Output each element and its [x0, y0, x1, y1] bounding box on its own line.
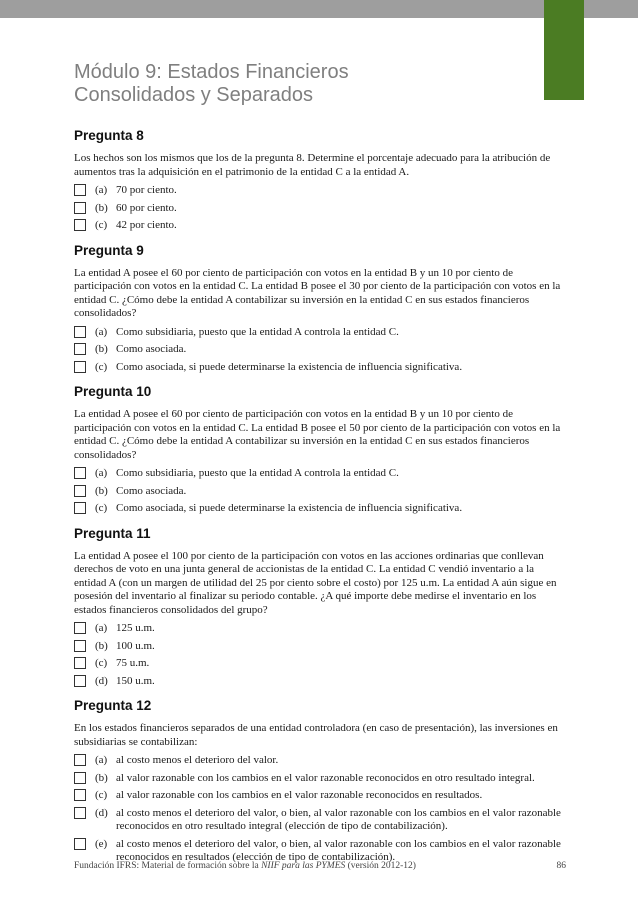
option-letter: (a): [95, 754, 108, 766]
option-item: [74, 754, 566, 768]
option-text: Como asociada.: [116, 343, 187, 355]
option-item: [74, 772, 566, 786]
checkbox[interactable]: [74, 675, 86, 687]
option-text: 60 por ciento.: [116, 201, 177, 214]
option-list: [74, 326, 566, 375]
option-text: Como asociada, si puede determinarse la existencia de influencia significativa.: [116, 360, 463, 373]
option-text: al costo menos el deterioro del valor, o bien, al valor razonable con los cambios en el valor razonable reconocidos en resultados (elección de tipo de contabilización).: [116, 837, 561, 863]
option-item: [74, 807, 566, 834]
option-text: al valor razonable con los cambios en el valor razonable reconocidos en otro resultado integral.: [116, 771, 535, 784]
top-bar: [0, 0, 638, 18]
page-title: [74, 61, 534, 107]
option-item: [74, 675, 566, 689]
option-text: Como asociada.: [116, 484, 187, 497]
option-text: Como subsidiaria, puesto que la entidad A controla la entidad C.: [116, 325, 399, 338]
page-number: 86: [556, 861, 566, 871]
option-list: [74, 622, 566, 688]
question-8: [74, 128, 566, 233]
checkbox[interactable]: [74, 184, 86, 196]
option-list: [74, 467, 566, 516]
footer-text: [74, 861, 416, 871]
questions-container: [74, 128, 566, 875]
question-text: La entidad A posee el 60 por ciento de participación con votos en la entidad B y un 10 por ciento de participación con votos en la entidad C. La entidad B posee el 50 por ciento de la participación con votos en la entidad C. ¿Cómo debe la entidad A contabilizar su inversión en la entidad C en sus estados financieros consolidados?: [74, 408, 561, 461]
checkbox[interactable]: [74, 361, 86, 373]
option-item: [74, 502, 566, 516]
option-letter: (e): [95, 837, 108, 850]
question-text: La entidad A posee el 100 por ciento de la participación con votos en las acciones ordinarias que conllevan derechos de voto en una junta general de accionistas de la entidad C. La entidad C vendió inventario a la entidad A (con un margen de utilidad del 25 por ciento sobre el costo) por 125 u.m. La entidad A aún sigue en posesión del inventario al finalizar su periodo contable. ¿A qué importe debe medirse el inventario en los estados financieros consolidados del grupo?: [74, 549, 557, 616]
question-heading: Pregunta 11: [74, 525, 151, 541]
checkbox[interactable]: [74, 219, 86, 231]
option-letter: (c): [95, 360, 108, 373]
title-line-2: Consolidados y Separados: [74, 84, 314, 106]
checkbox[interactable]: [74, 772, 86, 784]
question-9: [74, 243, 566, 375]
option-text: Como subsidiaria, puesto que la entidad A controla la entidad C.: [116, 467, 399, 479]
option-letter: (b): [95, 639, 108, 652]
question-12: [74, 698, 566, 865]
option-letter: (a): [95, 184, 108, 196]
option-text: 75 u.m.: [116, 657, 150, 669]
option-letter: (c): [95, 502, 108, 514]
option-text: 125 u.m.: [116, 622, 155, 634]
option-letter: (b): [95, 343, 108, 355]
option-text: al costo menos el deterioro del valor.: [116, 754, 279, 766]
checkbox[interactable]: [74, 622, 86, 634]
checkbox[interactable]: [74, 640, 86, 652]
option-item: [74, 657, 566, 671]
option-text: 42 por ciento.: [116, 219, 177, 231]
option-letter: (a): [95, 622, 108, 634]
option-item: [74, 202, 566, 216]
option-item: [74, 184, 566, 198]
question-heading: Pregunta 10: [74, 384, 152, 399]
option-letter: (d): [95, 806, 108, 819]
option-item: [74, 485, 566, 499]
option-list: [74, 184, 566, 233]
option-item: [74, 467, 566, 481]
option-item: [74, 640, 566, 654]
title-line-1: Módulo 9: Estados Financieros: [74, 61, 349, 83]
question-11: [74, 526, 566, 689]
option-letter: (b): [95, 201, 108, 214]
checkbox[interactable]: [74, 754, 86, 766]
option-text: al valor razonable con los cambios en el valor razonable reconocidos en resultados.: [116, 789, 483, 801]
checkbox[interactable]: [74, 343, 86, 355]
checkbox[interactable]: [74, 502, 86, 514]
option-item: [74, 361, 566, 375]
footer-text-after: (versión 2012-12): [345, 861, 416, 871]
option-letter: (b): [95, 771, 108, 784]
checkbox[interactable]: [74, 657, 86, 669]
checkbox[interactable]: [74, 467, 86, 479]
option-letter: (b): [95, 484, 108, 497]
option-list: [74, 754, 566, 865]
option-text: Como asociada, si puede determinarse la existencia de influencia significativa.: [116, 502, 463, 514]
option-letter: (a): [95, 467, 108, 479]
option-item: [74, 622, 566, 636]
footer-text-italic: NIIF para las PYMES: [261, 861, 346, 871]
question-heading: Pregunta 9: [74, 242, 144, 258]
option-letter: (d): [95, 674, 108, 687]
option-letter: (c): [95, 657, 108, 669]
option-item: [74, 789, 566, 803]
option-letter: (c): [95, 789, 108, 801]
green-tab: [544, 0, 584, 100]
question-text: La entidad A posee el 60 por ciento de participación con votos en la entidad B y un 10 por ciento de participación con votos en la entidad C. La entidad B posee el 30 por ciento de la participación con votos en la entidad C. ¿Cómo debe la entidad A contabilizar su inversión en la entidad C en sus estados financieros consolidados?: [74, 266, 561, 319]
checkbox[interactable]: [74, 789, 86, 801]
option-item: [74, 219, 566, 233]
option-letter: (a): [95, 325, 108, 338]
checkbox[interactable]: [74, 838, 86, 850]
checkbox[interactable]: [74, 807, 86, 819]
checkbox[interactable]: [74, 326, 86, 338]
option-item: [74, 326, 566, 340]
checkbox[interactable]: [74, 202, 86, 214]
question-heading: Pregunta 12: [74, 698, 152, 713]
question-text: Los hechos son los mismos que los de la pregunta 8. Determine el porcentaje adecuado para la atribución de aumentos tras la adquisición en el patrimonio de la entidad C a la entidad A.: [74, 152, 551, 178]
option-text: 150 u.m.: [116, 674, 155, 687]
question-10: [74, 384, 566, 516]
page-footer: [74, 861, 566, 871]
option-item: [74, 343, 566, 357]
option-text: 70 por ciento.: [116, 184, 177, 196]
question-heading: Pregunta 8: [74, 128, 144, 143]
option-text: 100 u.m.: [116, 639, 155, 652]
option-letter: (c): [95, 219, 108, 231]
question-text: En los estados financieros separados de una entidad controladora (en caso de presentación), las inversiones en subsidiarias se contabilizan:: [74, 722, 558, 748]
option-text: al costo menos el deterioro del valor, o bien, al valor razonable con los cambios en el valor razonable reconocidos en otro resultado integral (elección de tipo de contabilización).: [116, 806, 561, 832]
checkbox[interactable]: [74, 485, 86, 497]
footer-text-before: Fundación IFRS: Material de formación sobre la: [74, 861, 262, 871]
